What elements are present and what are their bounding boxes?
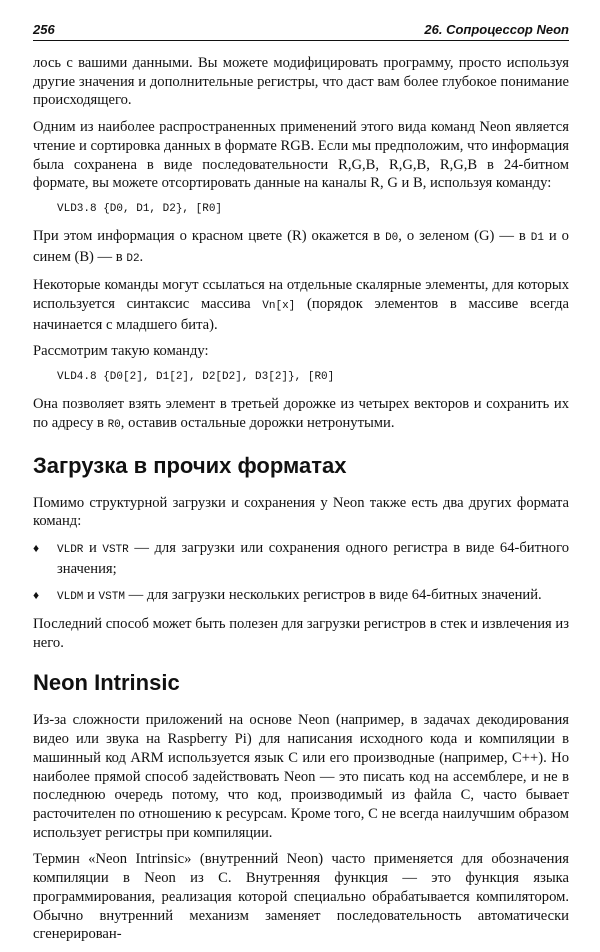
code-block-vld3: VLD3.8 {D0, D1, D2}, [R0] (57, 202, 223, 215)
text-segment: , оставив остальные дорожки нетронутыми. (120, 414, 395, 431)
diamond-bullet-icon: ♦ (33, 540, 40, 555)
text-segment: и (83, 587, 99, 604)
paragraph-5: Рассмотрим такую команду: (33, 343, 209, 360)
text-segment: Она позволяет взять элемент в третьей дорожке из четырех векторов и сохранить их по адресу в (33, 396, 569, 431)
book-page (33, 22, 569, 952)
page-number: 256 (33, 22, 55, 37)
text-segment: и (83, 539, 103, 556)
inline-code-vstm: VSTM (98, 591, 125, 604)
inline-code-d0: D0 (385, 231, 399, 244)
paragraph-4 (33, 276, 569, 334)
chapter-title: 26. Сопроцессор Neon (424, 22, 569, 37)
paragraph-10: Термин «Neon Intrinsic» (внутренний Neon) часто применяется для обозначения компиляции в Neon из С. Внутренняя функция — это функция языка программирования, реализация которой специально обрабатывается компилятором. Обычно внутренний механизм заменяет последовательность автоматически сгенерирован- (33, 851, 569, 943)
text-segment: — для загрузки или сохранения одного регистра в виде 64-битного значения; (57, 539, 570, 577)
inline-code-vldm: VLDM (57, 591, 84, 604)
section-heading-other-formats: Загрузка в прочих форматах (33, 452, 347, 478)
inline-code-vstr: VSTR (102, 543, 129, 556)
paragraph-3 (33, 227, 569, 268)
text-segment: . (139, 248, 144, 265)
inline-code-vldr: VLDR (57, 543, 84, 556)
inline-code-r0: R0 (107, 418, 121, 431)
list-item-text (57, 586, 569, 607)
paragraph-2: Одним из наиболее распространенных применений этого вида команд Neon является чтение и сортировка данных в формате RGB. Если мы предположим, что информация была сохранена в виде последовательности R,G,B, R,G,B, R,G,B в 24-битном формате, вы можете отсортировать данные на каналы R, G и B, используя команду: (33, 119, 569, 192)
diamond-bullet-icon: ♦ (33, 588, 40, 603)
paragraph-7: Помимо структурной загрузки и сохранения у Neon также есть два других формата команд: (33, 494, 569, 530)
text-segment: Некоторые команды могут ссылаться на отдельные скалярные элементы, для которых используется синтаксис массива (33, 277, 569, 313)
text-segment: — для загрузки нескольких регистров в виде 64-битных значений. (124, 587, 542, 604)
text-segment: и о синем (B) — в (33, 227, 569, 265)
paragraph-9: Из-за сложности приложений на основе Neon (например, в задачах декодирования видео или звука на Raspberry Pi) для написания исходного кода и компиляции в машинный код ARM используется язык С или его производные (например, С++). Но наиболее прямой способ задействовать Neon — это писать код на ассемблере, и не в последнюю очередь потому, что код, производимый из файла С, часто бывает расточителен по отношению к ресурсам. Кроме того, С не всегда наилучшим образом использует регистры при компиляции. (33, 712, 569, 841)
list-item (33, 586, 569, 607)
text-segment: , о зеленом (G) — в (398, 227, 531, 244)
inline-code-d1: D1 (530, 231, 544, 244)
text-segment: При этом информация о красном цвете (R) окажется в (33, 227, 386, 244)
code-block-vld4: VLD4.8 {D0[2], D1[2], D2[D2], D3[2]}, [R0] (57, 371, 335, 384)
text-segment: (порядок элементов в массиве всегда начинается с младшего бита). (33, 296, 570, 333)
inline-code-vnx: Vn[x] (262, 300, 296, 313)
page-header (33, 22, 569, 41)
paragraph-6 (33, 395, 569, 434)
paragraph-8: Последний способ может быть полезен для загрузки регистров в стек и извлечения из него. (33, 616, 569, 651)
section-heading-neon-intrinsic: Neon Intrinsic (33, 670, 180, 696)
inline-code-d2: D2 (126, 252, 140, 265)
paragraph-1: лось с вашими данными. Вы можете модифицировать программу, просто используя другие значения и дополнительные регистры, что даст вам более глубокое понимание происходящего. (33, 55, 569, 109)
list-item-text (57, 539, 569, 578)
list-item (33, 539, 569, 578)
